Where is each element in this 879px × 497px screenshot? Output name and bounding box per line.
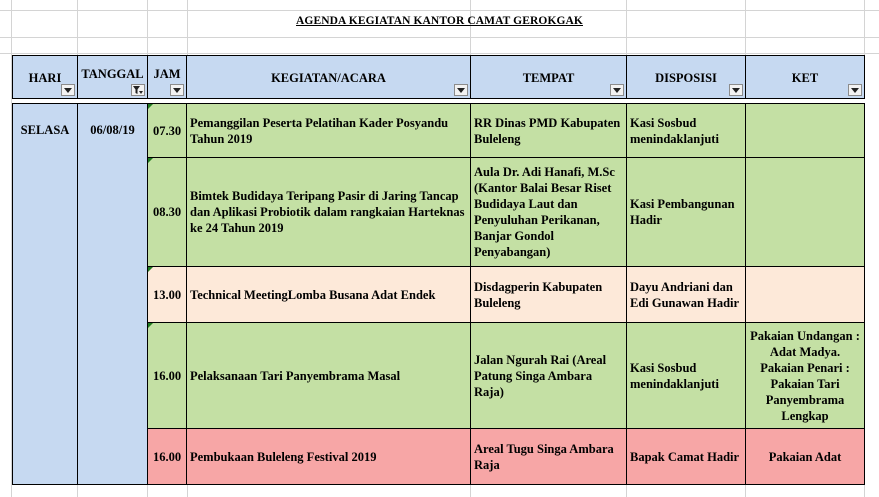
header-label: KET: [791, 71, 819, 85]
cell-disposisi[interactable]: [627, 429, 746, 485]
jam-value: 16.00: [152, 368, 182, 383]
tempat-value: Aula Dr. Adi Hanafi, M.Sc (Kantor Balai Besar Riset Budidaya Laut dan Penyuluhan Perikanan, Banjar Gondol Penyabangan): [474, 165, 615, 259]
kegiatan-value: Pemanggilan Peserta Pelatihan Kader Posyandu Tahun 2019: [190, 115, 449, 146]
cell-tempat[interactable]: [471, 429, 627, 485]
tempat-value: Disdagperin Kabupaten Buleleng: [474, 279, 603, 310]
header-label: TEMPAT: [522, 71, 575, 85]
cell-kegiatan[interactable]: [187, 158, 471, 267]
agenda-table: [12, 55, 865, 485]
dropdown-arrow-icon: [457, 88, 465, 93]
header-tanggal: [78, 56, 148, 99]
kegiatan-value: Pembukaan Buleleng Festival 2019: [190, 449, 377, 464]
green-triangle-icon: [148, 267, 153, 272]
dropdown-arrow-icon: [64, 88, 72, 93]
kegiatan-value: Bimtek Budidaya Teripang Pasir di Jaring Tancap dan Aplikasi Probiotik dalam rangkaian Harteknas ke 24 Tahun 2019: [190, 189, 465, 235]
header-label: JAM: [153, 67, 181, 81]
cell-jam[interactable]: [148, 104, 187, 158]
cell-ket[interactable]: [746, 158, 865, 267]
filter-dropdown-button[interactable]: [454, 84, 468, 96]
filter-dropdown-button[interactable]: [170, 84, 184, 96]
cell-jam[interactable]: [148, 158, 187, 267]
green-triangle-icon: [148, 158, 153, 163]
cell-disposisi[interactable]: [627, 158, 746, 267]
cell-tanggal[interactable]: [78, 104, 148, 485]
dropdown-arrow-icon: [851, 88, 859, 93]
tempat-value: Areal Tugu Singa Ambara Raja: [474, 441, 614, 472]
cell-tempat[interactable]: [471, 104, 627, 158]
filter-dropdown-button[interactable]: [729, 84, 743, 96]
cell-kegiatan[interactable]: [187, 429, 471, 485]
cell-jam[interactable]: [148, 323, 187, 429]
gridline: [0, 53, 879, 54]
header-kegiatan: [187, 56, 471, 99]
disposisi-value: Dayu Andriani dan Edi Gunawan Hadir: [630, 279, 740, 310]
header-label: HARI: [28, 71, 62, 85]
cell-ket[interactable]: [746, 267, 865, 323]
jam-value: 07.30: [152, 123, 182, 138]
cell-jam[interactable]: [148, 429, 187, 485]
cell-ket[interactable]: [746, 429, 865, 485]
green-triangle-icon: [148, 104, 153, 109]
kegiatan-value: Technical MeetingLomba Busana Adat Endek: [190, 287, 436, 302]
header-ket: [746, 56, 865, 99]
cell-ket[interactable]: [746, 323, 865, 429]
cell-jam[interactable]: [148, 267, 187, 323]
cell-kegiatan[interactable]: [187, 323, 471, 429]
jam-value: 16.00: [152, 449, 182, 464]
cell-hari[interactable]: [13, 104, 78, 485]
cell-kegiatan[interactable]: [187, 104, 471, 158]
disposisi-value: Kasi Sosbud menindaklanjuti: [630, 360, 719, 391]
cell-tempat[interactable]: [471, 323, 627, 429]
dropdown-arrow-icon: [732, 88, 740, 93]
filter-funnel-icon: [133, 86, 143, 95]
dropdown-arrow-icon: [173, 88, 181, 93]
cell-disposisi[interactable]: [627, 104, 746, 158]
header-label: DISPOSISI: [655, 71, 717, 85]
filter-active-button[interactable]: [131, 84, 145, 96]
kegiatan-value: Pelaksanaan Tari Panyembrama Masal: [190, 368, 401, 383]
cell-kegiatan[interactable]: [187, 267, 471, 323]
disposisi-value: Bapak Camat Hadir: [630, 449, 740, 464]
jam-value: 08.30: [152, 205, 182, 219]
ket-value: Pakaian Adat: [768, 449, 842, 464]
disposisi-value: Kasi Sosbud menindaklanjuti: [630, 115, 719, 146]
header-label: KEGIATAN/ACARA: [271, 71, 386, 85]
ket-value: Pakaian Undangan : Adat Madya. Pakaian Penari : Pakaian Tari Panyembrama Lengkap: [750, 328, 860, 423]
filter-dropdown-button[interactable]: [610, 84, 624, 96]
page-title: AGENDA KEGIATAN KANTOR CAMAT GEROKGAK: [296, 15, 583, 27]
disposisi-value: Kasi Pembangunan Hadir: [630, 197, 735, 227]
gridline: [0, 10, 879, 11]
table-row: [13, 104, 865, 158]
gridline: [0, 37, 879, 38]
filter-dropdown-button[interactable]: [61, 84, 75, 96]
tempat-value: Jalan Ngurah Rai (Areal Patung Singa Ambara Raja): [474, 352, 607, 399]
header-hari: [13, 56, 78, 99]
header-row: [13, 56, 865, 99]
jam-value: 13.00: [152, 287, 182, 302]
green-triangle-icon: [148, 323, 153, 328]
tempat-value: RR Dinas PMD Kabupaten Buleleng: [474, 115, 621, 146]
cell-disposisi[interactable]: [627, 323, 746, 429]
filter-dropdown-button[interactable]: [848, 84, 862, 96]
header-tempat: [471, 56, 627, 99]
cell-tempat[interactable]: [471, 267, 627, 323]
tanggal-value: 06/08/19: [90, 123, 135, 137]
dropdown-arrow-icon: [613, 88, 621, 93]
cell-tempat[interactable]: [471, 158, 627, 267]
header-disposisi: [627, 56, 746, 99]
header-label: TANGGAL: [81, 67, 144, 81]
cell-ket[interactable]: [746, 104, 865, 158]
hari-value: SELASA: [20, 123, 70, 137]
header-jam: [148, 56, 187, 99]
cell-disposisi[interactable]: [627, 267, 746, 323]
